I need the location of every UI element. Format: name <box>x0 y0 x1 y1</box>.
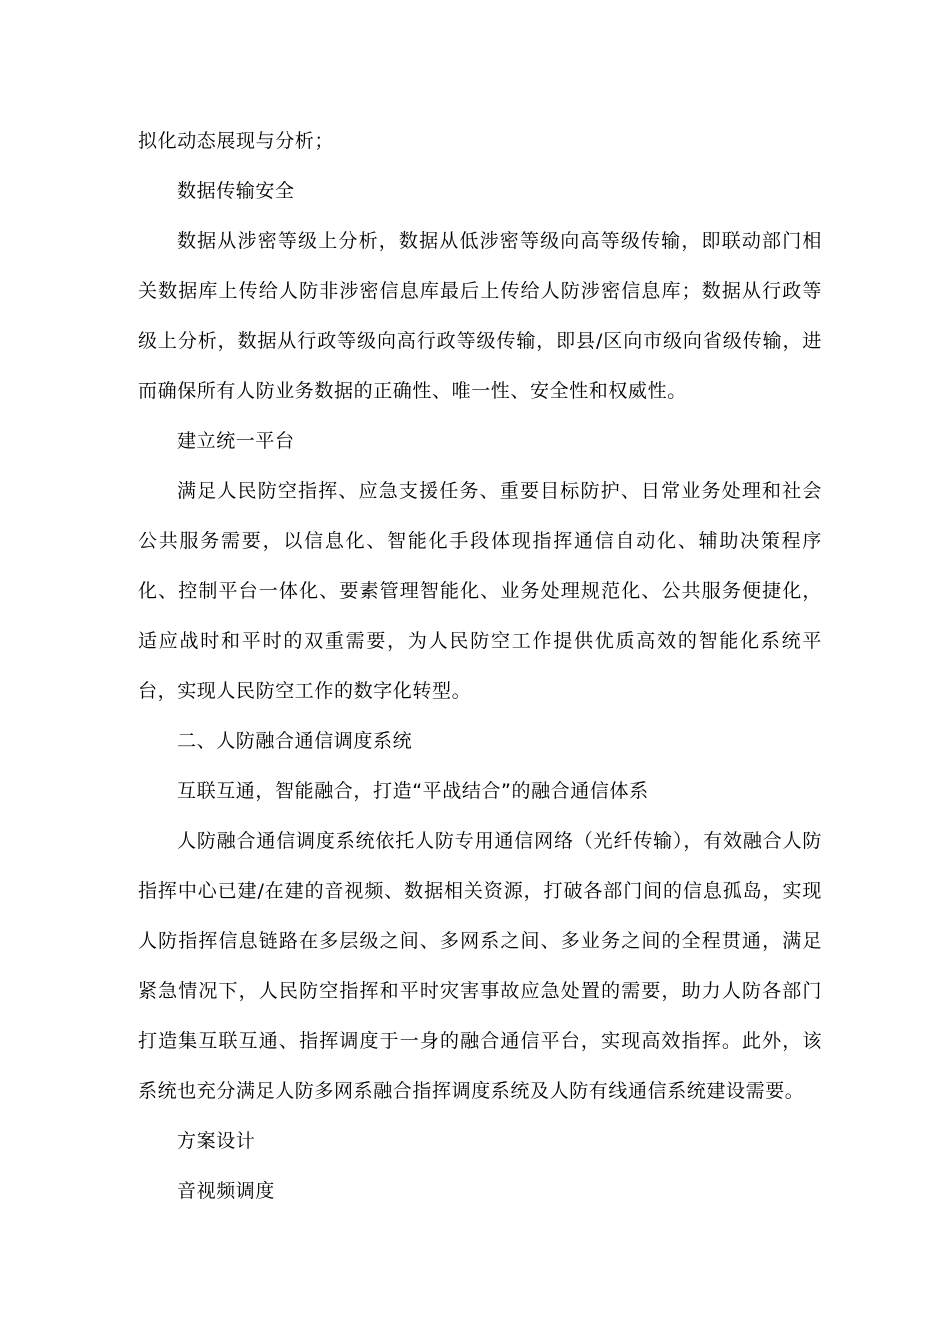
heading-data-transmission-security: 数据传输安全 <box>177 180 295 202</box>
paragraph-continuation: 拟化动态展现与分析； <box>138 130 335 152</box>
paragraph-fusion-system: 人防融合通信调度系统依托人防专用通信网络（光纤传输），有效融合人防指挥中心已建/在建的音视频、数据相关资源，打破各部门间的信息孤岛，实现人防指挥信息链路在多层级之间、多网系之间、多业务之间的全程贯通，满足紧急情况下，人民防空指挥和平时灾害事故应急处置的需要，助力人防各部门打造集互联互通、指挥调度于一身的融合通信平台，实现高效指挥。此外，该系统也充分满足人防多网系融合指挥调度系统及人防有线通信系统建设需要。 <box>138 830 822 1102</box>
heading-unified-platform: 建立统一平台 <box>177 430 295 452</box>
heading-audio-video-dispatch: 音视频调度 <box>177 1180 276 1202</box>
section-heading-fusion-communication: 二、人防融合通信调度系统 <box>177 730 413 752</box>
document-page <box>138 116 822 1216</box>
paragraph-data-transmission: 数据从涉密等级上分析，数据从低涉密等级向高等级传输，即联动部门相关数据库上传给人防非涉密信息库最后上传给人防涉密信息库；数据从行政等级上分析，数据从行政等级向高行政等级传输，即县/区向市级向省级传输，进而确保所有人防业务数据的正确性、唯一性、安全性和权威性。 <box>138 230 822 402</box>
subheading-interconnection: 互联互通，智能融合，打造“平战结合”的融合通信体系 <box>177 780 649 802</box>
heading-solution-design: 方案设计 <box>177 1130 256 1152</box>
paragraph-unified-platform: 满足人民防空指挥、应急支援任务、重要目标防护、日常业务处理和社会公共服务需要，以信息化、智能化手段体现指挥通信自动化、辅助决策程序化、控制平台一体化、要素管理智能化、业务处理规范化、公共服务便捷化，适应战时和平时的双重需要，为人民防空工作提供优质高效的智能化系统平台，实现人民防空工作的数字化转型。 <box>138 480 822 702</box>
